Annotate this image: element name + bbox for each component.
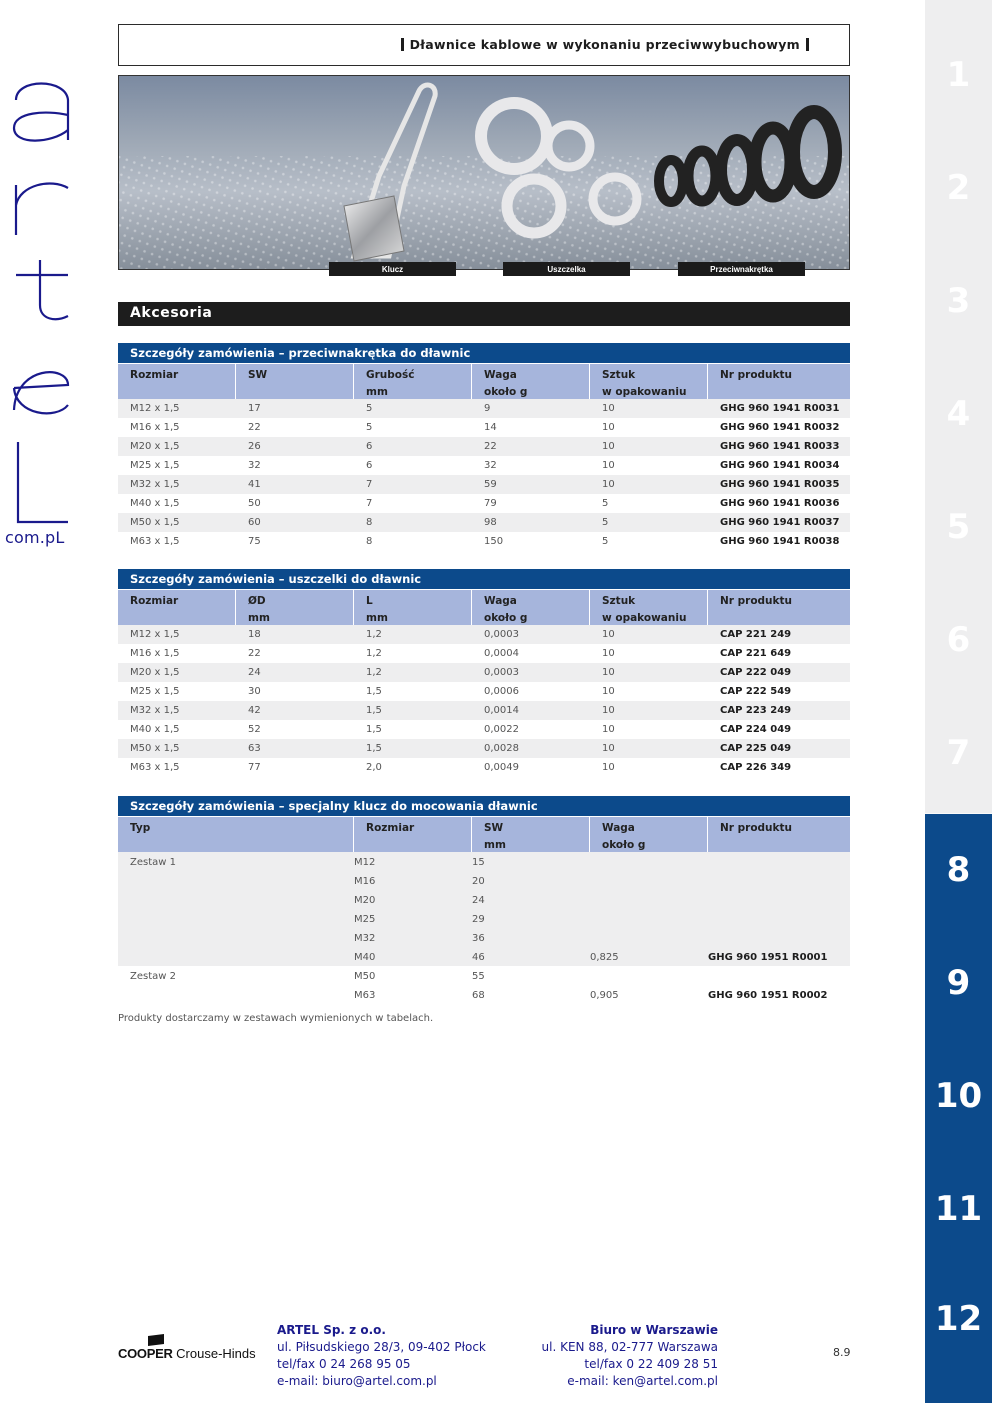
tab-7[interactable]: 7 [946, 732, 971, 773]
table-cell: 2,0 [366, 762, 382, 773]
wrench-sw: 68 [472, 990, 485, 1001]
table-cell: M32 x 1,5 [130, 705, 180, 716]
table-row [118, 532, 850, 551]
table-cell: 5 [366, 403, 373, 414]
set-product-number: GHG 960 1951 R0002 [708, 990, 828, 1001]
table-cell: 1,2 [366, 667, 382, 678]
product-photo [118, 75, 850, 270]
table-row [118, 701, 850, 720]
address-warsaw [520, 1322, 718, 1390]
tab-4[interactable]: 4 [946, 393, 971, 434]
phone: tel/fax 0 24 268 95 05 [277, 1357, 411, 1371]
table-cell: 10 [602, 705, 615, 716]
page-header [118, 24, 850, 66]
table-cell: 32 [248, 460, 261, 471]
table-cell: 0,0004 [484, 648, 519, 659]
table-cell: M40 x 1,5 [130, 724, 180, 735]
table-cell: M63 x 1,5 [130, 762, 180, 773]
table-cell: 10 [602, 686, 615, 697]
page-title: Dławnice kablowe w wykonaniu przeciwwybuchowym [409, 37, 800, 52]
address-plock [277, 1322, 486, 1390]
table-cell: M12 x 1,5 [130, 629, 180, 640]
table-cell: 0,0014 [484, 705, 519, 716]
table-row [118, 456, 850, 475]
wrench-size: M63 [354, 990, 376, 1001]
table-cell: M16 x 1,5 [130, 648, 180, 659]
table-cell: CAP 226 349 [720, 762, 792, 773]
table-title: Szczegóły zamówienia – specjalny klucz do mocowania dławnic [118, 796, 850, 816]
wrench-sw: 24 [472, 895, 485, 906]
tab-11[interactable]: 11 [925, 1152, 992, 1265]
street: ul. Piłsudskiego 28/3, 09-402 Płock [277, 1340, 486, 1354]
table-cell: CAP 221 649 [720, 648, 792, 659]
table-cell: GHG 960 1941 R0033 [720, 441, 840, 452]
table-cell: M50 x 1,5 [130, 517, 180, 528]
caption-uszczelka: Uszczelka [503, 262, 630, 276]
table-cell: 10 [602, 479, 615, 490]
table-cell: 63 [248, 743, 261, 754]
phone: tel/fax 0 22 409 28 51 [584, 1357, 718, 1371]
column-header: Rozmiar [354, 817, 472, 852]
table-cell: 1,2 [366, 648, 382, 659]
wrench-size: M40 [354, 952, 376, 963]
wrench-size: M16 [354, 876, 376, 887]
wrench-sw: 55 [472, 971, 485, 982]
table-cell: CAP 221 249 [720, 629, 792, 640]
street: ul. KEN 88, 02-777 Warszawa [541, 1340, 718, 1354]
table-cell: 1,5 [366, 743, 382, 754]
set-name: Zestaw 2 [130, 971, 176, 982]
table-cell: 8 [366, 536, 373, 547]
table-row [118, 494, 850, 513]
table-cell: 5 [602, 498, 609, 509]
table-cell: M20 x 1,5 [130, 667, 180, 678]
tab-2[interactable]: 2 [946, 167, 971, 208]
table-cell: 10 [602, 724, 615, 735]
table-cell: M50 x 1,5 [130, 743, 180, 754]
table-cell: 1,5 [366, 705, 382, 716]
table-cell: 10 [602, 441, 615, 452]
table-cell: 10 [602, 403, 615, 414]
table-cell: 0,0006 [484, 686, 519, 697]
table-cell: M25 x 1,5 [130, 460, 180, 471]
table-cell: GHG 960 1941 R0037 [720, 517, 840, 528]
tab-9[interactable]: 9 [925, 926, 992, 1039]
column-header: Nr produktu [708, 817, 850, 852]
tab-10[interactable]: 10 [925, 1039, 992, 1152]
table-row [118, 644, 850, 663]
table-cell: 0,0003 [484, 629, 519, 640]
table-body [118, 625, 850, 777]
table-cell: M32 x 1,5 [130, 479, 180, 490]
logo-domain-text: com.pL [5, 528, 65, 547]
table-cell: CAP 222 549 [720, 686, 792, 697]
wrench-order-table [118, 796, 850, 1004]
tab-1[interactable]: 1 [946, 54, 971, 95]
table-title: Szczegóły zamówienia – uszczelki do dławnic [118, 569, 850, 589]
table-cell: M25 x 1,5 [130, 686, 180, 697]
table-cell: 22 [248, 422, 261, 433]
table-cell: M63 x 1,5 [130, 536, 180, 547]
product-illustration [119, 76, 850, 270]
table-cell: GHG 960 1941 R0035 [720, 479, 840, 490]
table-cell: 52 [248, 724, 261, 735]
table-cell: GHG 960 1941 R0038 [720, 536, 840, 547]
wrench-sw: 36 [472, 933, 485, 944]
wrench-sw: 29 [472, 914, 485, 925]
set-1-shading [118, 852, 850, 966]
table-cell: 32 [484, 460, 497, 471]
table-cell: 42 [248, 705, 261, 716]
table-row [118, 625, 850, 644]
column-header: Waga około g [472, 590, 590, 625]
table-cell: GHG 960 1941 R0036 [720, 498, 840, 509]
table-cell: 17 [248, 403, 261, 414]
table-cell: 14 [484, 422, 497, 433]
artel-logo [6, 70, 76, 550]
table-cell: 150 [484, 536, 504, 547]
table-cell: 10 [602, 648, 615, 659]
table-row [118, 418, 850, 437]
table-cell: 41 [248, 479, 261, 490]
table-header [118, 817, 850, 852]
table-cell: 7 [366, 479, 373, 490]
table-cell: 10 [602, 460, 615, 471]
column-header: Sztuk w opakowaniu [590, 364, 708, 399]
column-header: ØD mm [236, 590, 354, 625]
table-cell: 0,0022 [484, 724, 519, 735]
column-header: Waga około g [590, 817, 708, 852]
chapter-tabs [925, 0, 992, 1403]
header-title-wrap [395, 37, 815, 52]
table-cell: 59 [484, 479, 497, 490]
table-title: Szczegóły zamówienia – przeciwnakrętka do dławnic [118, 343, 850, 363]
table-cell: 5 [602, 517, 609, 528]
bar-mark-left [401, 38, 404, 51]
tab-6[interactable]: 6 [946, 619, 971, 660]
table-body [118, 399, 850, 551]
table-row [118, 437, 850, 456]
tab-3[interactable]: 3 [946, 280, 971, 321]
table-cell: 50 [248, 498, 261, 509]
wrench-sw: 15 [472, 857, 485, 868]
table-row [118, 399, 850, 418]
footnote: Produkty dostarczamy w zestawach wymienionych w tabelach. [118, 1013, 434, 1024]
table-cell: M40 x 1,5 [130, 498, 180, 509]
table-row [118, 682, 850, 701]
table-cell: 5 [366, 422, 373, 433]
wrench-size: M32 [354, 933, 376, 944]
table-cell: 10 [602, 762, 615, 773]
table-cell: 24 [248, 667, 261, 678]
table-cell: CAP 224 049 [720, 724, 792, 735]
locknut-order-table [118, 343, 850, 551]
column-header: L mm [354, 590, 472, 625]
table-cell: 60 [248, 517, 261, 528]
column-header: Nr produktu [708, 364, 850, 399]
table-cell: GHG 960 1941 R0032 [720, 422, 840, 433]
cooper-crouse-hinds-brand: COOPER Crouse-Hinds [118, 1346, 256, 1361]
table-cell: CAP 222 049 [720, 667, 792, 678]
column-header: SW [236, 364, 354, 399]
table-body [118, 852, 850, 1004]
table-cell: 98 [484, 517, 497, 528]
column-header: Waga około g [472, 364, 590, 399]
caption-przeciwnakretka: Przeciwnakrętka [678, 262, 805, 276]
table-cell: 0,0003 [484, 667, 519, 678]
wrench-sw: 20 [472, 876, 485, 887]
table-cell: 75 [248, 536, 261, 547]
table-header [118, 364, 850, 399]
email-link[interactable]: e-mail: ken@artel.com.pl [567, 1374, 718, 1388]
column-header: Grubość mm [354, 364, 472, 399]
table-cell: CAP 223 249 [720, 705, 792, 716]
table-cell: M16 x 1,5 [130, 422, 180, 433]
column-header: Sztuk w opakowaniu [590, 590, 708, 625]
table-row [118, 475, 850, 494]
office-name: Biuro w Warszawie [590, 1323, 718, 1337]
table-cell: 6 [366, 460, 373, 471]
table-header [118, 590, 850, 625]
table-cell: 30 [248, 686, 261, 697]
set-name: Zestaw 1 [130, 857, 176, 868]
table-cell: M12 x 1,5 [130, 403, 180, 414]
set-weight: 0,825 [590, 952, 619, 963]
table-cell: 1,5 [366, 724, 382, 735]
table-cell: 8 [366, 517, 373, 528]
table-row [118, 663, 850, 682]
table-cell: 1,2 [366, 629, 382, 640]
table-cell: GHG 960 1941 R0031 [720, 403, 840, 414]
table-cell: 0,0028 [484, 743, 519, 754]
bar-mark-right [806, 38, 809, 51]
table-cell: 79 [484, 498, 497, 509]
table-row [118, 758, 850, 777]
table-cell: 22 [248, 648, 261, 659]
table-cell: 10 [602, 743, 615, 754]
caption-klucz: Klucz [329, 262, 456, 276]
table-row [118, 513, 850, 532]
table-row [118, 720, 850, 739]
table-cell: 26 [248, 441, 261, 452]
column-header: Rozmiar [118, 590, 236, 625]
email-link[interactable]: e-mail: biuro@artel.com.pl [277, 1374, 437, 1388]
table-cell: 1,5 [366, 686, 382, 697]
set-product-number: GHG 960 1951 R0001 [708, 952, 828, 963]
column-header: Typ [118, 817, 354, 852]
table-cell: CAP 225 049 [720, 743, 792, 754]
table-cell: 5 [602, 536, 609, 547]
table-cell: 10 [602, 667, 615, 678]
table-cell: 22 [484, 441, 497, 452]
company-name: ARTEL Sp. z o.o. [277, 1323, 386, 1337]
page-number: 8.9 [833, 1346, 851, 1359]
table-cell: 7 [366, 498, 373, 509]
table-cell: 10 [602, 629, 615, 640]
table-cell: GHG 960 1941 R0034 [720, 460, 840, 471]
table-cell: 10 [602, 422, 615, 433]
table-row [118, 739, 850, 758]
seal-order-table [118, 569, 850, 777]
column-header: SW mm [472, 817, 590, 852]
table-cell: M20 x 1,5 [130, 441, 180, 452]
table-cell: 0,0049 [484, 762, 519, 773]
tab-8[interactable]: 8 [925, 813, 992, 926]
set-weight: 0,905 [590, 990, 619, 1001]
section-title: Akcesoria [118, 302, 850, 326]
column-header: Nr produktu [708, 590, 850, 625]
table-cell: 18 [248, 629, 261, 640]
table-cell: 9 [484, 403, 491, 414]
wrench-size: M12 [354, 857, 376, 868]
tab-5[interactable]: 5 [946, 506, 971, 547]
wrench-size: M20 [354, 895, 376, 906]
table-cell: 6 [366, 441, 373, 452]
tab-12[interactable]: 12 [925, 1265, 992, 1403]
tab-divider [925, 813, 992, 814]
column-header: Rozmiar [118, 364, 236, 399]
table-cell: 77 [248, 762, 261, 773]
wrench-size: M25 [354, 914, 376, 925]
wrench-size: M50 [354, 971, 376, 982]
wrench-sw: 46 [472, 952, 485, 963]
